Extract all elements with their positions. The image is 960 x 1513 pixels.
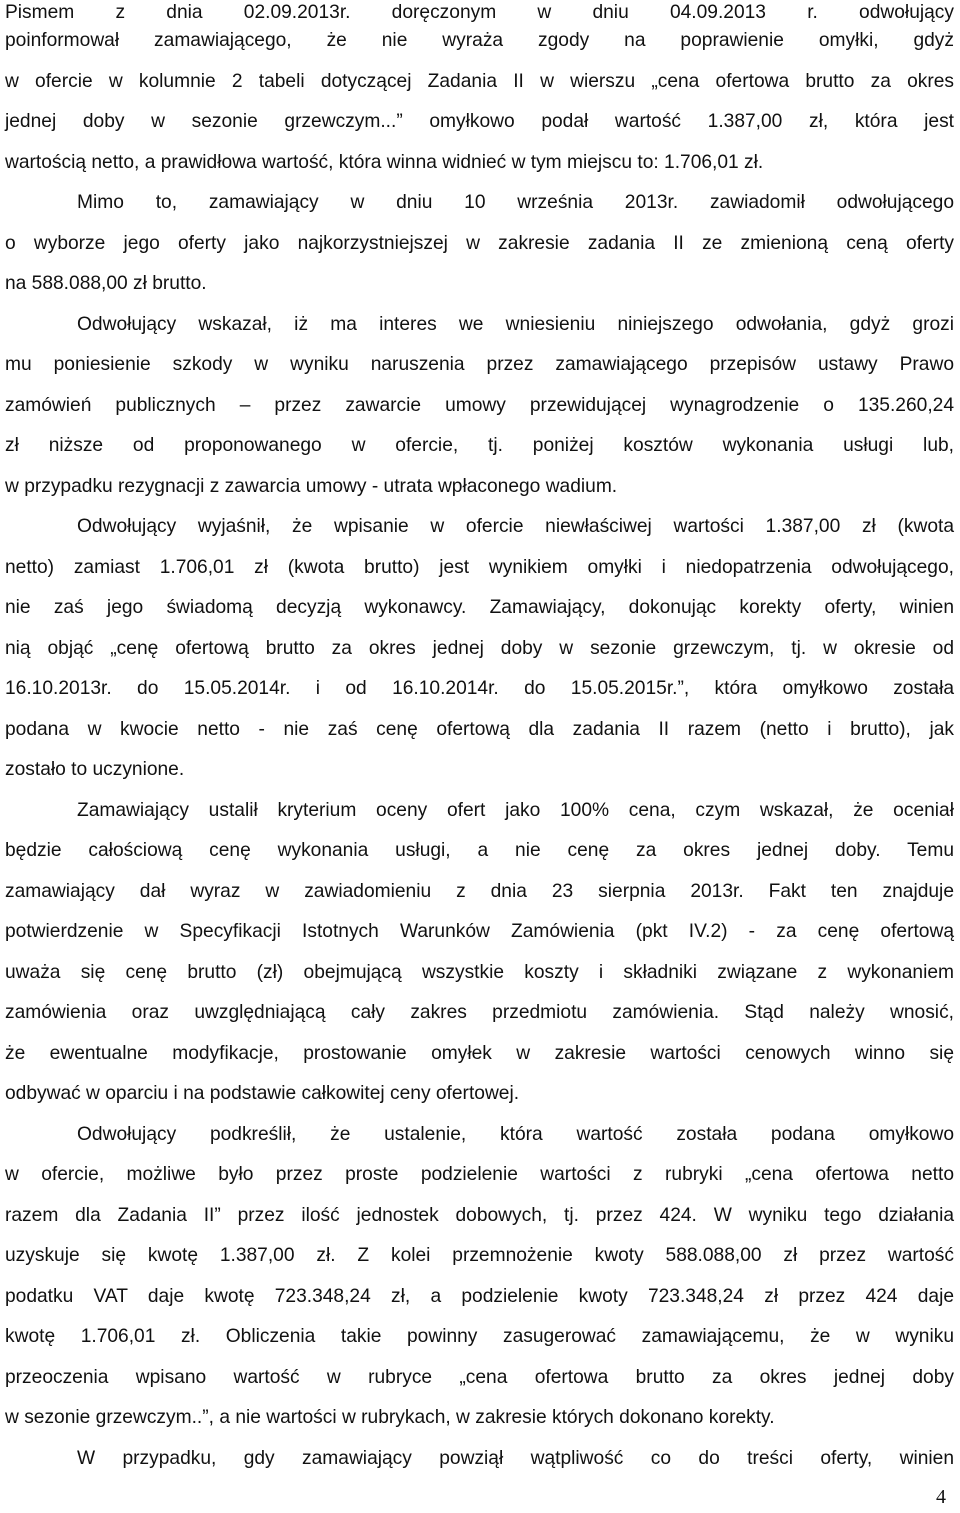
text-line: Odwołujący podkreślił, że ustalenie, która wartość została podana omyłkowo (77, 1123, 954, 1145)
text-line: W przypadku, gdy zamawiający powziął wątpliwość co do treści oferty, winien (77, 1447, 954, 1469)
text-line: w przypadku rezygnacji z zawarcia umowy - utrata wpłaconego wadium. (5, 475, 618, 497)
text-line: przeoczenia wpisano wartość w rubryce „cena ofertowa brutto za okres jednej doby (5, 1366, 954, 1388)
document-page (5, 0, 954, 1486)
text-line: w ofercie w kolumnie 2 tabeli dotyczącej Zadania II w wierszu „cena ofertowa brutto za okres (5, 70, 954, 92)
text-line: mu poniesienie szkody w wyniku naruszenia przez zamawiającego przepisów ustawy Prawo (5, 354, 954, 375)
text-line: Zamawiający ustalił kryterium oceny ofert jako 100% cena, czym wskazał, że oceniał (77, 799, 954, 821)
paragraph-4 (5, 514, 954, 798)
text-line: że ewentualne modyfikacje, prostowanie omyłek w zakresie wartości cenowych winno się (5, 1042, 954, 1064)
page-number: 4 (936, 1486, 946, 1508)
text-line: jednej doby w sezonie grzewczym...” omyłkowo podał wartość 1.387,00 zł, która jest (5, 111, 954, 132)
text-line: zamówienia oraz uwzględniającą cały zakres przedmiotu zamówienia. Stąd należy wnosić, (5, 1002, 954, 1023)
text-line: o wyborze jego oferty jako najkorzystniejszej w zakresie zadania II ze zmienioną ceną oferty (5, 232, 954, 254)
text-line: Odwołujący wskazał, iż ma interes we wniesieniu niniejszego odwołania, gdyż grozi (77, 313, 954, 335)
text-line: wartością netto, a prawidłowa wartość, która winna widnieć w tym miejscu to: 1.706,01 zł. (5, 151, 764, 173)
paragraph-1 (5, 0, 954, 190)
paragraph-7 (5, 1446, 954, 1487)
text-line: uważa się cenę brutto (zł) obejmującą wszystkie koszty i składniki związane z wykonaniem (5, 961, 954, 983)
paragraph-6 (5, 1122, 954, 1446)
text-line: netto) zamiast 1.706,01 zł (kwota brutto) jest wynikiem omyłki i niedopatrzenia odwołującego, (5, 556, 954, 578)
text-line: nią objąć „cenę ofertową brutto za okres jednej doby w sezonie grzewczym, tj. w okresie od (5, 637, 954, 659)
paragraph-3 (5, 312, 954, 515)
text-line: będzie całościową cenę wykonania usługi, a nie cenę za okres jednej doby. Temu (5, 840, 954, 861)
text-line: na 588.088,00 zł brutto. (5, 273, 207, 294)
text-line: zamawiający dał wyraz w zawiadomieniu z dnia 23 sierpnia 2013r. Fakt ten znajduje (5, 880, 954, 902)
text-line: potwierdzenie w Specyfikacji Istotnych Warunków Zamówienia (pkt IV.2) - za cenę ofertową (5, 921, 954, 942)
text-line: podana w kwocie netto - nie zaś cenę ofertową dla zadania II razem (netto i brutto), jak (5, 718, 954, 740)
text-line: kwotę 1.706,01 zł. Obliczenia takie powinny zasugerować zamawiającemu, że w wyniku (5, 1326, 954, 1347)
text-line: 16.10.2013r. do 15.05.2014r. i od 16.10.2014r. do 15.05.2015r.”, która omyłkowo została (5, 678, 954, 699)
text-line: w sezonie grzewczym..”, a nie wartości w rubrykach, w zakresie których dokonano korekty. (5, 1407, 775, 1428)
text-line: Odwołujący wyjaśnił, że wpisanie w ofercie niewłaściwej wartości 1.387,00 zł (kwota (77, 516, 954, 537)
text-line: poinformował zamawiającego, że nie wyraża zgody na poprawienie omyłki, gdyż (5, 30, 954, 51)
paragraph-5 (5, 798, 954, 1122)
text-line: zł niższe od proponowanego w ofercie, tj. poniżej kosztów wykonania usługi lub, (5, 435, 954, 456)
text-line: Mimo to, zamawiający w dniu 10 września 2013r. zawiadomił odwołującego (77, 192, 954, 213)
text-line: zostało to uczynione. (5, 759, 185, 780)
text-line: Pismem z dnia 02.09.2013r. doręczonym w dniu 04.09.2013 r. odwołujący (5, 2, 954, 23)
text-line: zamówień publicznych – przez zawarcie umowy przewidującej wynagrodzenie o 135.260,24 (5, 394, 954, 416)
paragraph-2 (5, 190, 954, 312)
text-line: odbywać w oparciu i na podstawie całkowitej ceny ofertowej. (5, 1083, 520, 1104)
text-line: uzyskuje się kwotę 1.387,00 zł. Z kolei przemnożenie kwoty 588.088,00 zł przez wartość (5, 1245, 954, 1266)
text-line: nie zaś jego świadomą decyzją wykonawcy. Zamawiający, dokonując korekty oferty, winien (5, 597, 954, 618)
text-line: podatku VAT daje kwotę 723.348,24 zł, a podzielenie kwoty 723.348,24 zł przez 424 daje (5, 1285, 954, 1307)
text-line: w ofercie, możliwe było przez proste podzielenie wartości z rubryki „cena ofertowa netto (5, 1164, 954, 1185)
text-line: razem dla Zadania II” przez ilość jednostek dobowych, tj. przez 424. W wyniku tego działania (5, 1204, 954, 1226)
